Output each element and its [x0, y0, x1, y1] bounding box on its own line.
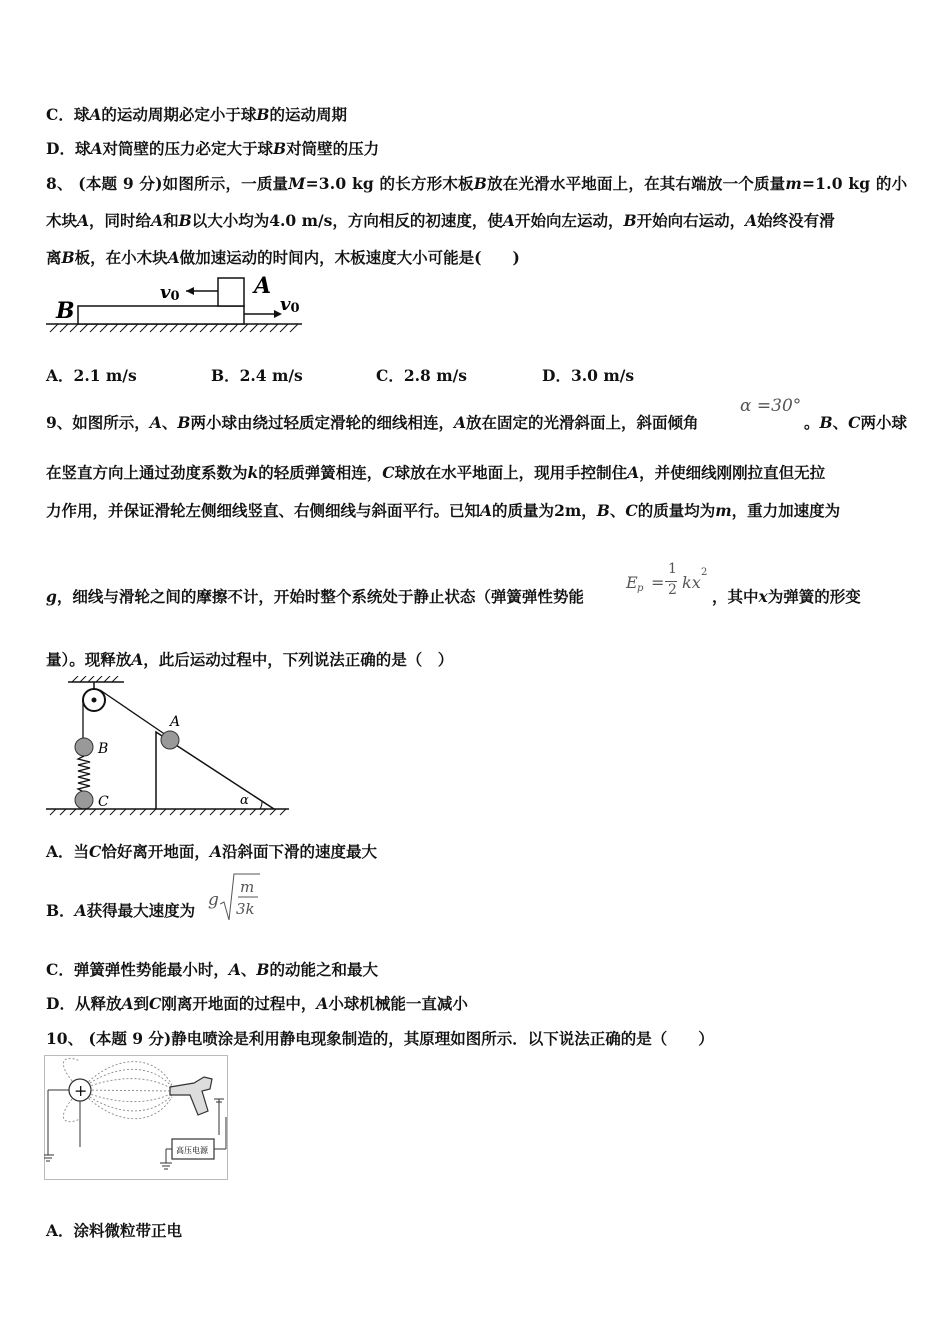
q9-stem-line1: 9、如图所示，A、B两小球由绕过轻质定滑轮的细线相连，A放在固定的光滑斜面上，斜面倾角 — [46, 413, 699, 432]
plus-sign: + — [74, 1081, 88, 1100]
q9-option-c: C．弹簧弹性势能最小时，A、B的动能之和最大 — [46, 960, 379, 979]
q8-option-a: A．2.1 m/s — [46, 366, 137, 385]
q7-option-c: C．球A的运动周期必定小于球B的运动周期 — [46, 105, 348, 124]
energy-formula: E p = 1 2 kx 2 — [626, 561, 708, 598]
board-b — [78, 306, 244, 324]
q10-option-a: A．涂料微粒带正电 — [46, 1221, 183, 1240]
q9-stem-line4: g，细线与滑轮之间的摩擦不计，开始时整个系统处于静止状态（弹簧弹性势能 — [46, 587, 584, 606]
q9-stem-line1-end: 。B、C两小球 — [804, 413, 907, 432]
block-a — [218, 278, 244, 306]
q9-figure — [44, 676, 296, 816]
spray-gun — [170, 1077, 212, 1115]
label-alpha: α — [240, 793, 249, 808]
power-label: 高压电源 — [176, 1146, 208, 1155]
q10-stem: 10、 (本题 9 分)静电喷涂是利用静电现象制造的，其原理如图所示．以下说法正确的是（ ） — [46, 1029, 714, 1048]
q9-stem-line3: 力作用，并保证滑轮左侧细线竖直、右侧细线与斜面平行。已知A的质量为2m，B、C的质量均为m，重力加速度为 — [46, 501, 841, 520]
q9-stem-line2: 在竖直方向上通过劲度系数为k的轻质弹簧相连，C球放在水平地面上，现用手控制住A，并使细线刚刚拉直但无拉 — [46, 463, 826, 482]
label-c: C — [98, 794, 109, 810]
ball-b — [75, 738, 93, 756]
q8-stem-line3: 离B板，在小木块A做加速运动的时间内，木板速度大小可能是( ) — [46, 248, 520, 267]
q9-stem-line5: 量）。现释放A，此后运动过程中，下列说法正确的是（ ） — [46, 650, 454, 669]
label-b: B — [98, 741, 109, 757]
q10-figure — [44, 1055, 230, 1185]
q9-option-d: D．从释放A到C刚离开地面的过程中，A小球机械能一直减小 — [46, 994, 468, 1013]
speed-formula: g m 3k — [206, 872, 260, 924]
q8-option-b: B．2.4 m/s — [211, 366, 303, 385]
q9-stem-line4-end: ，其中x为弹簧的形变 — [712, 587, 861, 606]
q8-stem-line1: 8、 (本题 9 分)如图所示，一质量M=3.0 kg 的长方形木板B放在光滑水平地面上，在其右端放一个质量m=1.0 kg 的小 — [46, 174, 908, 193]
ball-c — [75, 791, 93, 809]
angle-formula: α =30° — [740, 396, 802, 416]
label-b: B — [56, 298, 75, 324]
label-a: A — [170, 714, 181, 730]
q7-option-d: D．球A对筒壁的压力必定大于球B对筒壁的压力 — [46, 139, 380, 158]
q8-figure — [44, 274, 314, 336]
q9-option-b: B．A获得最大速度为 — [46, 901, 196, 920]
spring — [78, 756, 90, 792]
label-v0-left: v0 — [160, 282, 180, 304]
ball-a — [161, 731, 179, 749]
label-a: A — [254, 274, 272, 299]
label-v0-right: v0 — [280, 294, 300, 316]
q8-option-c: C．2.8 m/s — [376, 366, 467, 385]
q8-option-d: D．3.0 m/s — [542, 366, 635, 385]
q8-stem-line2: 木块A，同时给A和B以大小均为4.0 m/s，方向相反的初速度，使A开始向左运动，B开始向右运动，A始终没有滑 — [46, 211, 835, 230]
q9-option-a: A．当C恰好离开地面，A沿斜面下滑的速度最大 — [46, 842, 377, 861]
